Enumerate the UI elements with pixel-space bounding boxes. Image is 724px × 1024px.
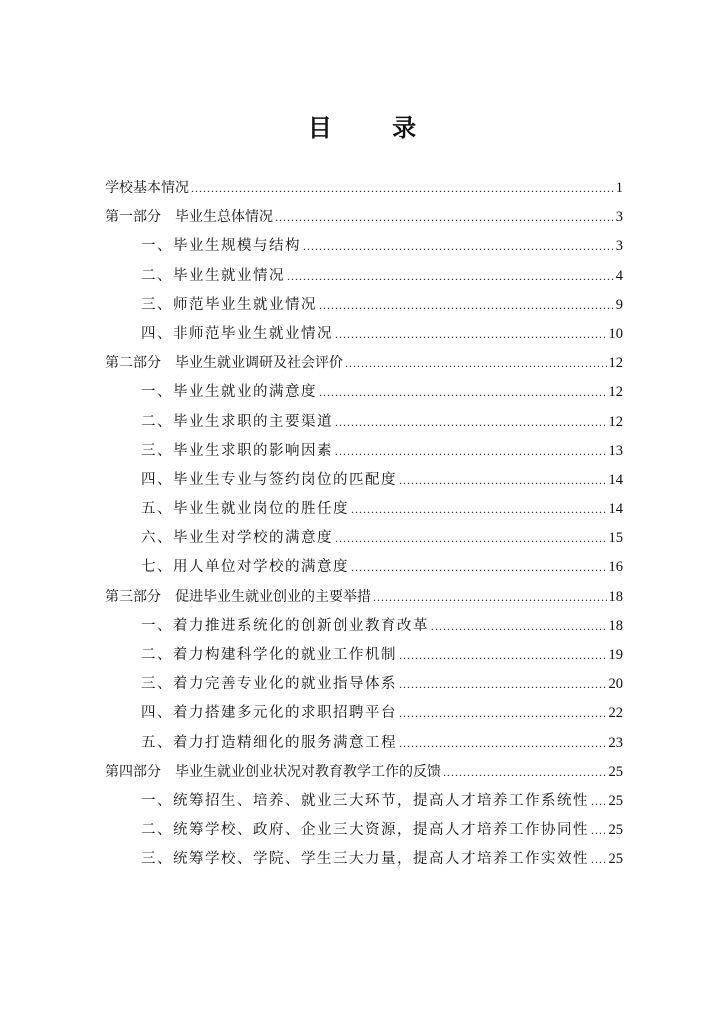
toc-entry-title: 一、毕业生就业的满意度 bbox=[141, 384, 317, 401]
toc-entry-title: 五、着力打造精细化的服务满意工程 bbox=[141, 734, 397, 751]
toc-dot-leader bbox=[443, 758, 607, 787]
toc-entry-title: 二、统筹学校、政府、企业三大资源，提高人才培养工作协同性 bbox=[141, 822, 589, 839]
toc-entry[interactable] bbox=[105, 699, 623, 728]
page-title: 目 录 bbox=[307, 113, 443, 142]
toc-page-number: 12 bbox=[608, 355, 623, 372]
toc-dot-leader bbox=[275, 203, 614, 232]
toc-entry-title: 三、着力完善专业化的就业指导体系 bbox=[141, 676, 397, 693]
toc-entry[interactable] bbox=[105, 787, 623, 816]
toc-entry[interactable] bbox=[105, 524, 623, 553]
toc-dot-leader bbox=[319, 291, 614, 320]
toc-dot-leader bbox=[335, 524, 607, 553]
toc-page-number: 16 bbox=[608, 559, 623, 576]
toc-dot-leader bbox=[373, 583, 607, 612]
toc-page-number: 15 bbox=[608, 530, 623, 547]
toc-entry[interactable] bbox=[105, 758, 623, 787]
toc-entry[interactable] bbox=[105, 262, 623, 291]
toc-entry-title: 六、毕业生对学校的满意度 bbox=[141, 530, 333, 547]
toc-page-number: 14 bbox=[608, 501, 623, 518]
toc-entry-title: 学校基本情况 bbox=[105, 180, 189, 196]
toc-entry-title: 四、毕业生专业与签约岗位的匹配度 bbox=[141, 471, 397, 488]
toc-entry[interactable] bbox=[105, 641, 623, 670]
toc-entry-title: 第二部分 毕业生就业调研及社会评价 bbox=[105, 355, 343, 372]
toc-dot-leader bbox=[335, 408, 607, 437]
toc-entry[interactable] bbox=[105, 291, 623, 320]
toc-dot-leader bbox=[303, 232, 614, 261]
toc-page-number: 1 bbox=[615, 180, 623, 196]
toc-dot-leader bbox=[399, 641, 607, 670]
toc-dot-leader bbox=[351, 495, 607, 524]
toc-page-number: 18 bbox=[608, 588, 623, 605]
toc-dot-leader bbox=[591, 845, 607, 874]
toc-entry[interactable] bbox=[105, 408, 623, 437]
toc-entry[interactable] bbox=[105, 378, 623, 407]
toc-dot-leader bbox=[351, 553, 607, 582]
toc-page-number: 13 bbox=[608, 442, 623, 459]
toc-page-number: 14 bbox=[608, 471, 623, 488]
toc-entry[interactable] bbox=[105, 349, 623, 378]
toc-page-number: 25 bbox=[608, 792, 623, 809]
toc-entry[interactable] bbox=[105, 816, 623, 845]
toc-entry[interactable] bbox=[105, 553, 623, 582]
toc-page-number: 20 bbox=[608, 676, 623, 693]
toc-page-number: 25 bbox=[608, 851, 623, 868]
toc-entry-title: 第三部分 促进毕业生就业创业的主要举措 bbox=[105, 588, 371, 605]
toc-dot-leader bbox=[399, 466, 607, 495]
toc-page-number: 19 bbox=[608, 647, 623, 663]
toc-entry[interactable] bbox=[105, 583, 623, 612]
toc-dot-leader bbox=[335, 437, 607, 466]
toc-dot-leader bbox=[287, 262, 614, 291]
toc-dot-leader bbox=[335, 320, 607, 349]
toc-entry-title: 第一部分 毕业生总体情况 bbox=[105, 209, 273, 226]
toc-entry-title: 一、统筹招生、培养、就业三大环节，提高人才培养工作系统性 bbox=[141, 792, 589, 809]
toc-entry[interactable] bbox=[105, 729, 623, 758]
toc-page-number: 12 bbox=[608, 413, 623, 430]
toc-page-number: 25 bbox=[608, 763, 623, 780]
toc-dot-leader bbox=[345, 349, 607, 378]
toc-entry-title: 七、用人单位对学校的满意度 bbox=[141, 559, 349, 576]
toc-dot-leader bbox=[591, 787, 607, 816]
toc-entry-title: 二、着力构建科学化的就业工作机制 bbox=[141, 647, 397, 663]
toc-entry-title: 四、着力搭建多元化的求职招聘平台 bbox=[141, 705, 397, 722]
toc-entry-title: 一、着力推进系统化的创新创业教育改革 bbox=[141, 617, 429, 634]
toc-dot-leader bbox=[399, 699, 607, 728]
toc-entry[interactable] bbox=[105, 437, 623, 466]
toc-entry[interactable] bbox=[105, 466, 623, 495]
toc-entry[interactable] bbox=[105, 232, 623, 261]
toc-dot-leader bbox=[319, 378, 607, 407]
toc-page-number: 22 bbox=[608, 705, 623, 722]
toc-page-number: 25 bbox=[608, 822, 623, 839]
toc-page-number: 18 bbox=[608, 617, 623, 634]
toc-entry-title: 一、毕业生规模与结构 bbox=[141, 238, 301, 255]
toc-page-number: 12 bbox=[608, 384, 623, 401]
toc-page-number: 23 bbox=[608, 734, 623, 751]
toc-dot-leader bbox=[191, 174, 614, 203]
toc-entry[interactable] bbox=[105, 203, 623, 232]
toc-entry[interactable] bbox=[105, 670, 623, 699]
toc-dot-leader bbox=[399, 729, 607, 758]
toc-entry-title: 第四部分 毕业生就业创业状况对教育教学工作的反馈 bbox=[105, 763, 441, 780]
toc-page-number: 10 bbox=[608, 325, 623, 342]
toc-entry[interactable] bbox=[105, 495, 623, 524]
toc-entry-title: 三、师范毕业生就业情况 bbox=[141, 296, 317, 313]
toc-page-number: 3 bbox=[615, 238, 623, 255]
toc-entry[interactable] bbox=[105, 320, 623, 349]
toc-dot-leader bbox=[591, 816, 607, 845]
table-of-contents bbox=[105, 174, 623, 875]
toc-entry-title: 二、毕业生求职的主要渠道 bbox=[141, 413, 333, 430]
toc-entry[interactable] bbox=[105, 612, 623, 641]
toc-dot-leader bbox=[431, 612, 607, 641]
toc-entry-title: 五、毕业生就业岗位的胜任度 bbox=[141, 501, 349, 518]
toc-page-number: 4 bbox=[615, 267, 623, 284]
toc-entry-title: 三、统筹学校、学院、学生三大力量，提高人才培养工作实效性 bbox=[141, 851, 589, 868]
toc-entry-title: 二、毕业生就业情况 bbox=[141, 267, 285, 284]
toc-page-number: 9 bbox=[615, 296, 623, 313]
toc-entry-title: 四、非师范毕业生就业情况 bbox=[141, 325, 333, 342]
toc-entry[interactable] bbox=[105, 845, 623, 874]
toc-entry-title: 三、毕业生求职的影响因素 bbox=[141, 442, 333, 459]
toc-dot-leader bbox=[399, 670, 607, 699]
toc-entry[interactable] bbox=[105, 174, 623, 203]
toc-page-number: 3 bbox=[615, 209, 623, 226]
